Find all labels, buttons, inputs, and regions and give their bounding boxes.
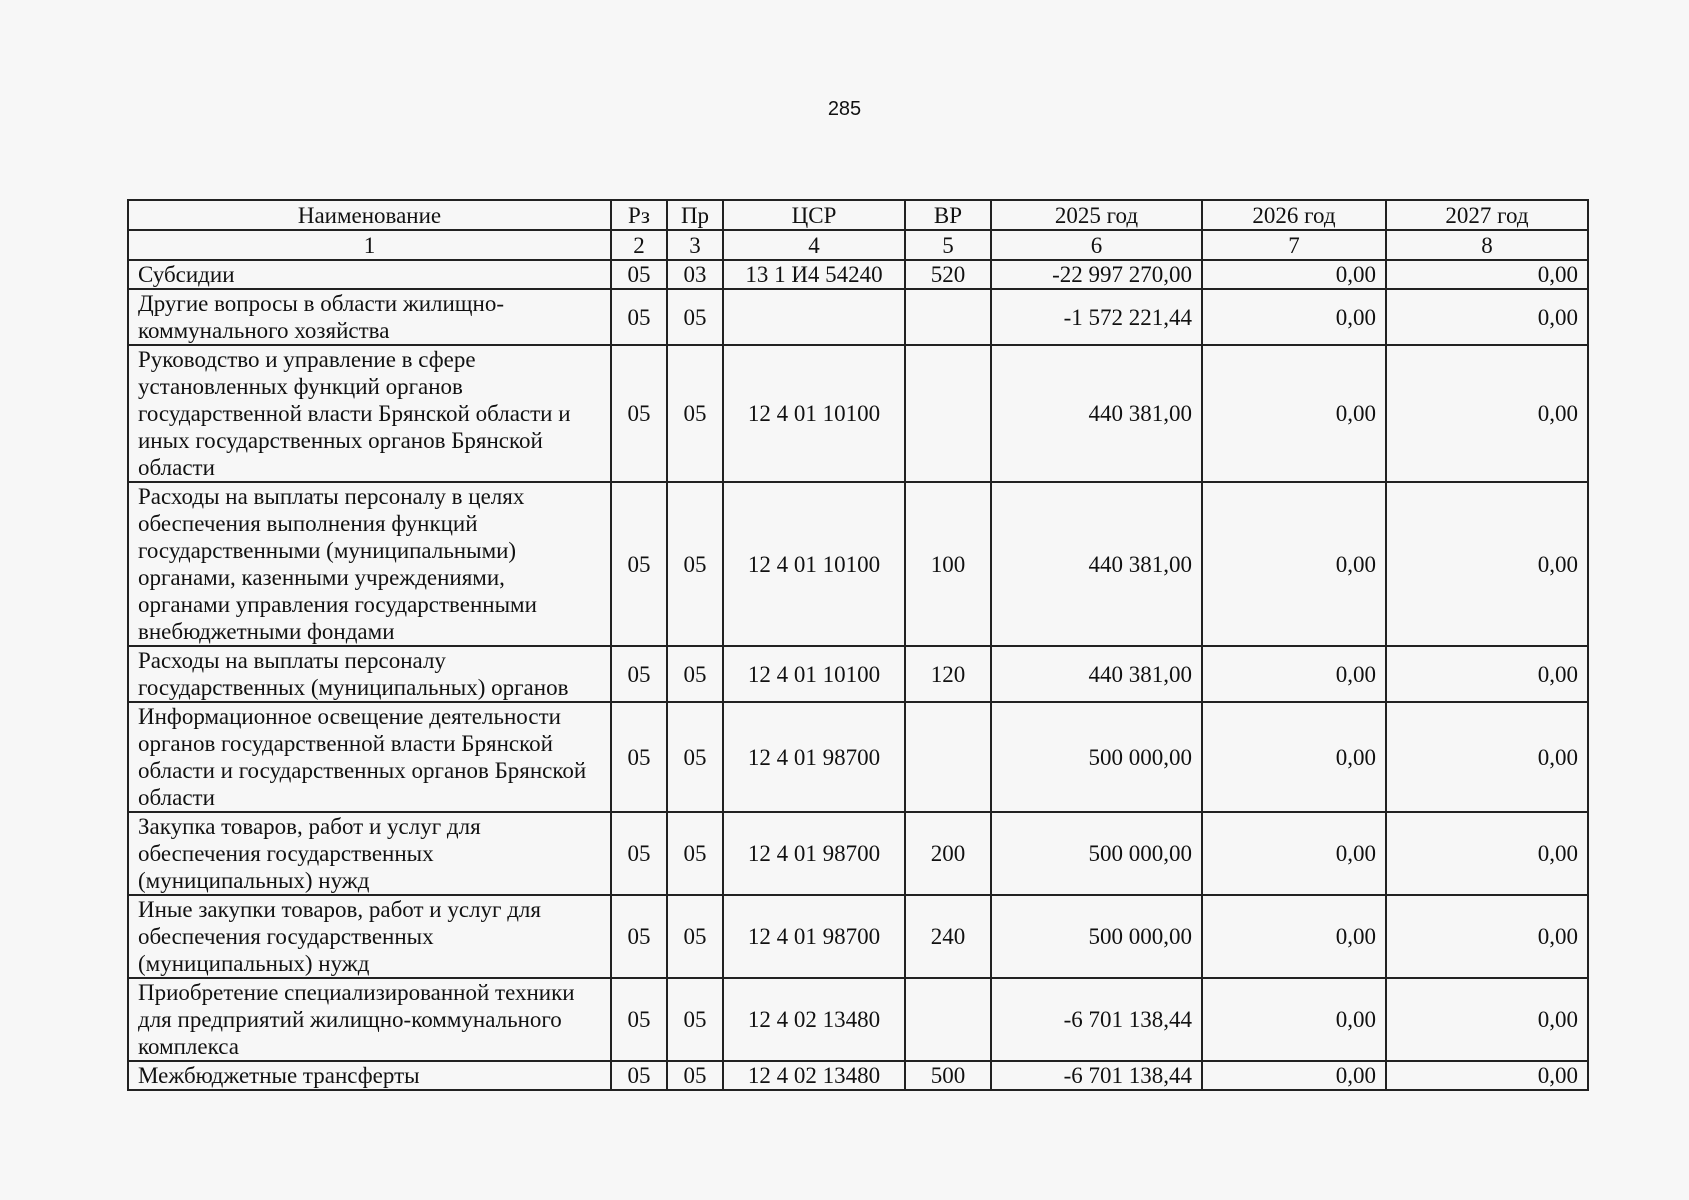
header-row	[128, 200, 1588, 230]
cell-2026: 0,00	[1202, 289, 1386, 345]
cell-2027: 0,00	[1386, 978, 1588, 1061]
cell-csr: 12 4 01 98700	[723, 812, 905, 895]
cell-rz: 05	[611, 260, 667, 289]
column-number: 8	[1386, 230, 1588, 260]
table-row	[128, 482, 1588, 646]
cell-2025: 500 000,00	[991, 702, 1202, 812]
cell-name: Другие вопросы в области жилищно-коммунального хозяйства	[128, 289, 611, 345]
cell-2027: 0,00	[1386, 260, 1588, 289]
cell-vr	[905, 978, 991, 1061]
cell-2026: 0,00	[1202, 260, 1386, 289]
cell-2026: 0,00	[1202, 345, 1386, 482]
cell-csr: 12 4 02 13480	[723, 1061, 905, 1090]
cell-pr: 05	[667, 812, 723, 895]
cell-2025: -22 997 270,00	[991, 260, 1202, 289]
header-2026: 2026 год	[1202, 200, 1386, 230]
table-row	[128, 345, 1588, 482]
cell-2026: 0,00	[1202, 978, 1386, 1061]
table-row	[128, 702, 1588, 812]
cell-name: Закупка товаров, работ и услуг для обеспечения государственных (муниципальных) нужд	[128, 812, 611, 895]
page-number: 285	[827, 98, 862, 120]
cell-pr: 05	[667, 895, 723, 978]
cell-2025: -6 701 138,44	[991, 978, 1202, 1061]
cell-rz: 05	[611, 289, 667, 345]
cell-name: Межбюджетные трансферты	[128, 1061, 611, 1090]
cell-2027: 0,00	[1386, 482, 1588, 646]
cell-2027: 0,00	[1386, 646, 1588, 702]
cell-2026: 0,00	[1202, 646, 1386, 702]
column-number: 4	[723, 230, 905, 260]
budget-table	[127, 199, 1589, 1091]
header-name: Наименование	[128, 200, 611, 230]
header-rz: Рз	[611, 200, 667, 230]
header-2025: 2025 год	[991, 200, 1202, 230]
cell-vr: 200	[905, 812, 991, 895]
cell-2025: 500 000,00	[991, 812, 1202, 895]
cell-rz: 05	[611, 702, 667, 812]
cell-pr: 05	[667, 702, 723, 812]
cell-2027: 0,00	[1386, 812, 1588, 895]
cell-2027: 0,00	[1386, 289, 1588, 345]
table-row	[128, 260, 1588, 289]
cell-2025: 440 381,00	[991, 482, 1202, 646]
cell-pr: 05	[667, 482, 723, 646]
cell-vr: 240	[905, 895, 991, 978]
cell-name: Расходы на выплаты персоналу в целях обеспечения выполнения функций государственными (муниципальными) органами, казенными учреждениями, органами управления государственными внебюджетными фондами	[128, 482, 611, 646]
cell-2027: 0,00	[1386, 345, 1588, 482]
cell-rz: 05	[611, 1061, 667, 1090]
cell-rz: 05	[611, 345, 667, 482]
cell-2026: 0,00	[1202, 812, 1386, 895]
header-2027: 2027 год	[1386, 200, 1588, 230]
cell-name: Иные закупки товаров, работ и услуг для обеспечения государственных (муниципальных) нужд	[128, 895, 611, 978]
column-number: 3	[667, 230, 723, 260]
table-row	[128, 289, 1588, 345]
cell-csr: 12 4 01 10100	[723, 345, 905, 482]
cell-vr	[905, 289, 991, 345]
cell-vr: 500	[905, 1061, 991, 1090]
column-number: 7	[1202, 230, 1386, 260]
cell-name: Приобретение специализированной техники для предприятий жилищно-коммунального комплекса	[128, 978, 611, 1061]
cell-vr: 120	[905, 646, 991, 702]
cell-pr: 05	[667, 646, 723, 702]
column-number: 1	[128, 230, 611, 260]
cell-pr: 03	[667, 260, 723, 289]
column-number: 2	[611, 230, 667, 260]
cell-csr: 12 4 01 10100	[723, 482, 905, 646]
header-csr: ЦСР	[723, 200, 905, 230]
cell-pr: 05	[667, 289, 723, 345]
table-row	[128, 812, 1588, 895]
cell-rz: 05	[611, 895, 667, 978]
cell-2026: 0,00	[1202, 702, 1386, 812]
cell-2025: -1 572 221,44	[991, 289, 1202, 345]
cell-2026: 0,00	[1202, 895, 1386, 978]
cell-vr: 100	[905, 482, 991, 646]
table-row	[128, 646, 1588, 702]
cell-csr	[723, 289, 905, 345]
column-numbers-row	[128, 230, 1588, 260]
header-vr: ВР	[905, 200, 991, 230]
cell-pr: 05	[667, 978, 723, 1061]
cell-vr: 520	[905, 260, 991, 289]
cell-pr: 05	[667, 345, 723, 482]
cell-rz: 05	[611, 812, 667, 895]
cell-csr: 12 4 01 98700	[723, 895, 905, 978]
cell-2025: 500 000,00	[991, 895, 1202, 978]
cell-vr	[905, 702, 991, 812]
cell-vr	[905, 345, 991, 482]
cell-2026: 0,00	[1202, 1061, 1386, 1090]
cell-csr: 12 4 01 98700	[723, 702, 905, 812]
column-number: 6	[991, 230, 1202, 260]
cell-2025: -6 701 138,44	[991, 1061, 1202, 1090]
cell-csr: 12 4 02 13480	[723, 978, 905, 1061]
column-number: 5	[905, 230, 991, 260]
cell-rz: 05	[611, 646, 667, 702]
cell-name: Субсидии	[128, 260, 611, 289]
cell-2027: 0,00	[1386, 895, 1588, 978]
cell-csr: 13 1 И4 54240	[723, 260, 905, 289]
cell-2025: 440 381,00	[991, 646, 1202, 702]
cell-name: Руководство и управление в сфере установленных функций органов государственной власти Брянской области и иных государственных органов Брянской области	[128, 345, 611, 482]
table-row	[128, 1061, 1588, 1090]
table-row	[128, 978, 1588, 1061]
header-pr: Пр	[667, 200, 723, 230]
cell-2027: 0,00	[1386, 1061, 1588, 1090]
cell-rz: 05	[611, 482, 667, 646]
cell-2025: 440 381,00	[991, 345, 1202, 482]
table-row	[128, 895, 1588, 978]
cell-rz: 05	[611, 978, 667, 1061]
cell-2027: 0,00	[1386, 702, 1588, 812]
cell-csr: 12 4 01 10100	[723, 646, 905, 702]
cell-name: Информационное освещение деятельности органов государственной власти Брянской области и государственных органов Брянской области	[128, 702, 611, 812]
cell-2026: 0,00	[1202, 482, 1386, 646]
cell-pr: 05	[667, 1061, 723, 1090]
cell-name: Расходы на выплаты персоналу государственных (муниципальных) органов	[128, 646, 611, 702]
